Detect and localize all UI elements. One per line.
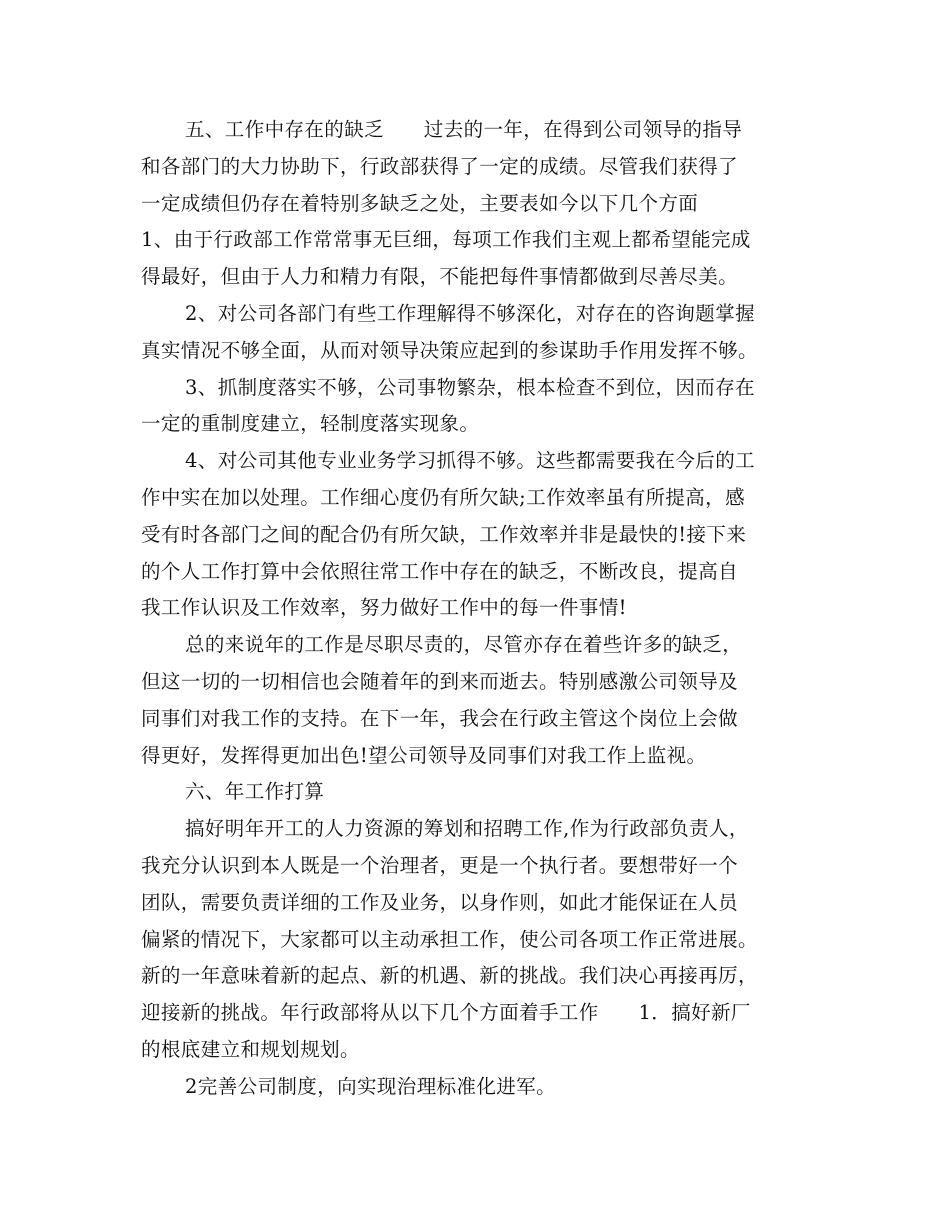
text-line: 新的一年意味着新的起点、新的机遇、新的挑战。我们决心再接再厉， (141, 964, 758, 988)
text-line: 我充分认识到本人既是一个治理者，更是一个执行者。要想带好一个 (141, 853, 739, 877)
text-line: 和各部门的大力协助下，行政部获得了一定的成绩。尽管我们获得了 (141, 154, 739, 178)
text-line: 得最好，但由于人力和精力有限，不能把每件事情都做到尽善尽美。 (141, 265, 739, 289)
text-line: 但这一切的一切相信也会随着年的到来而逝去。特别感激公司领导及 (141, 669, 739, 693)
text-line: 1、由于行政部工作常常事无巨细，每项工作我们主观上都希望能完成 (141, 228, 751, 252)
text-line: 我工作认识及工作效率，努力做好工作中的每一件事情! (141, 596, 627, 620)
text-line: 受有时各部门之间的配合仍有所欠缺，工作效率并非是最快的!接下来 (141, 522, 747, 546)
text-line: 五、工作中存在的缺乏 过去的一年，在得到公司领导的指导 (185, 118, 743, 141)
text-line: 同事们对我工作的支持。在下一年，我会在行政主管这个岗位上会做 (141, 706, 739, 730)
text-line: 真实情况不够全面，从而对领导决策应起到的参谋助手作用发挥不够。 (141, 338, 758, 362)
text-line: 3、抓制度落实不够，公司事物繁杂，根本检查不到位，因而存在 (185, 375, 756, 399)
text-line: 团队，需要负责详细的工作及业务，以身作则，如此才能保证在人员 (141, 890, 739, 914)
text-line: 一定的重制度建立，轻制度落实现象。 (141, 412, 480, 436)
text-line: 得更好，发挥得更加出色!望公司领导及同事们对我工作上监视。 (141, 743, 707, 767)
text-line: 搞好明年开工的人力资源的筹划和招聘工作,作为行政部负责人， (185, 817, 749, 841)
text-line: 偏紧的情况下，大家都可以主动承担工作，使公司各项工作正常进展。 (141, 927, 758, 951)
text-line: 迎接新的挑战。年行政部将从以下几个方面着手工作 1．搞好新厂 (141, 1001, 751, 1025)
text-line: 的个人工作打算中会依照往常工作中存在的缺乏，不断改良，提高自 (141, 559, 739, 583)
text-line: 2、对公司各部门有些工作理解得不够深化，对存在的咨询题掌握 (185, 301, 756, 325)
text-line: 六、年工作打算 (185, 780, 325, 804)
text-line: 一定成绩但仍存在着特别多缺乏之处，主要表如今以下几个方面 (141, 191, 699, 215)
text-line: 总的来说年的工作是尽职尽责的，尽管亦存在着些许多的缺乏， (185, 633, 743, 657)
text-line: 的根底建立和规划规划。 (141, 1037, 360, 1061)
text-line: 2完善公司制度，向实现治理标准化进军。 (185, 1074, 557, 1098)
text-line: 4、对公司其他专业业务学习抓得不够。这些都需要我在今后的工 (185, 449, 756, 473)
text-line: 作中实在加以处理。工作细心度仍有所欠缺;工作效率虽有所提高，感 (141, 485, 745, 509)
document-body (141, 112, 821, 1106)
